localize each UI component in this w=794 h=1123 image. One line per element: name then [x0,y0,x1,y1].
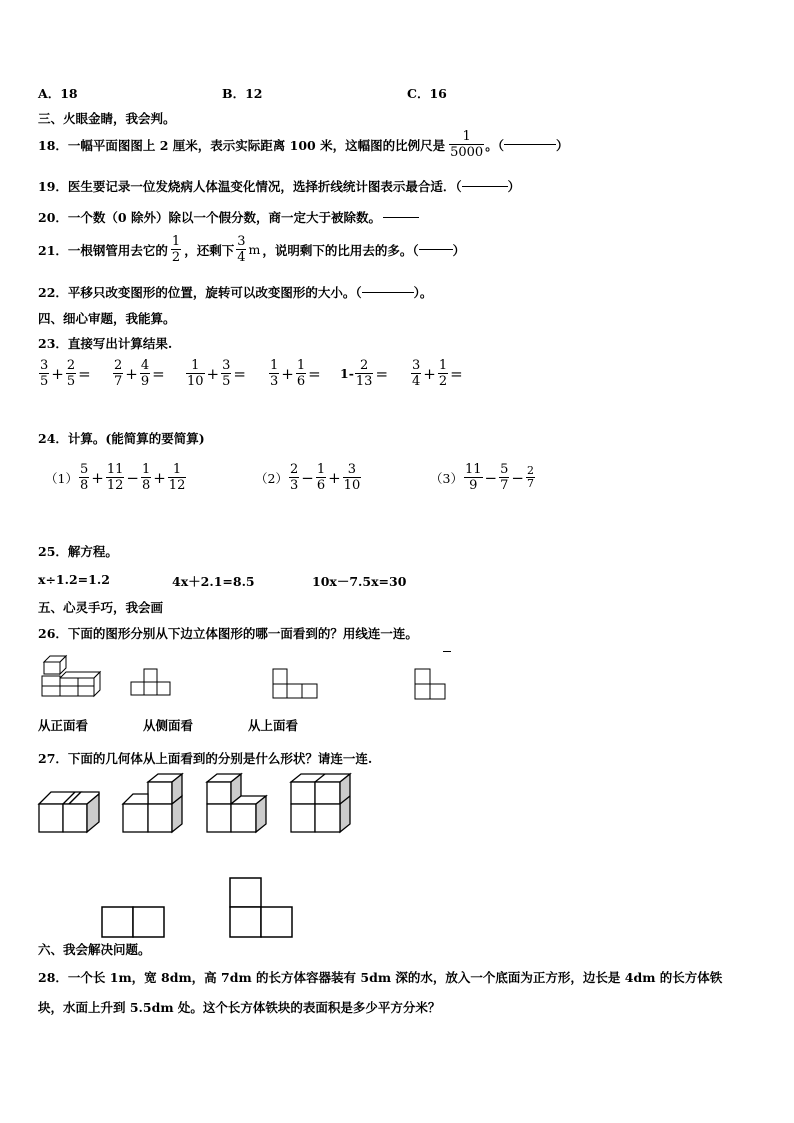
q27-solid-3 [206,772,270,834]
q26-view-shape-1 [130,668,172,698]
q24-2-label: （2） [255,470,288,486]
q22-close: ）。 [413,285,433,300]
q23-item-6 [410,358,464,389]
q24-1-f1-den: 8 [79,478,89,493]
choice-b: B．12 [222,86,263,101]
q24-1-label: （1） [45,470,78,486]
q23-1-b-den: 5 [66,374,76,389]
q25-equation-2: 4x＋2.1=8.5 [172,574,255,589]
choice-c: C．16 [407,86,447,101]
q18-den: 5000 [450,145,484,160]
section-4-title: 四、细心审题，我能算。 [38,311,176,326]
q24-1-f4-den: 12 [168,478,186,493]
q24-2-f2-num: 1 [316,462,326,477]
q21-fraction-2 [236,234,246,265]
q24-1-f3-num: 1 [141,462,151,477]
q24-1-op2: − [126,468,139,487]
q23-1-b-num: 2 [66,358,76,373]
q21-close: ） [452,242,466,258]
q25-equation-1: x÷1.2=1.2 [38,572,110,587]
q24-1-f3-den: 8 [141,478,151,493]
q23-item-4 [268,358,322,389]
q21-post: ，说明剩下的比用去的多。（ [262,242,419,258]
q24-3-f1-num: 11 [464,462,482,477]
q19-close: ） [507,179,521,194]
q21-pre: 21．一根钢管用去它的 [38,242,168,258]
q23-6-b-num: 1 [438,358,448,373]
q23-item-5 [340,358,389,389]
q24-2-f1-den: 3 [289,478,299,493]
q24-1-op1: + [91,468,104,487]
q24-1-f2-den: 12 [106,478,124,493]
q21-mid: ，还剩下 [184,242,235,258]
q20-answer-blank[interactable] [383,217,419,218]
q21-fraction-1 [171,234,181,265]
q23-1-a-den: 5 [40,374,49,389]
q19-text: 19．医生要记录一位发烧病人体温变化情况，选择折线统计图表示最合适．（ [38,179,462,194]
q24-3-f2-num: 5 [500,462,509,477]
q23-item-2 [112,358,166,389]
q24-3-f3-num: 2 [526,464,534,477]
q18-num: 1 [449,129,484,145]
q23-1-a-num: 3 [40,358,49,373]
q18-close: ） [555,137,569,153]
q24-2-op1: − [301,468,314,487]
q24-3-f2-den: 7 [500,478,509,493]
q18-fraction [449,129,484,160]
q23-2-a-num: 2 [114,358,123,373]
q23-1-eq: = [78,364,91,383]
q25-title: 25．解方程。 [38,544,118,559]
q22-answer-blank[interactable] [362,292,414,293]
q21-f1-num: 1 [171,234,181,249]
q27-top-view-shape-2 [229,877,295,939]
q23-4-op: + [281,364,294,383]
q24-2-f1-num: 2 [289,462,299,477]
q24-2-f3-den: 10 [343,478,361,493]
q25-equation-3: 10x－7.5x=30 [312,574,407,589]
q18-text: 18．一幅平面图图上 2 厘米，表示实际距离 100 米，这幅图的比例尺是 [38,137,446,153]
q21-f2-den: 4 [237,250,246,265]
q23-6-a-num: 3 [412,358,421,373]
q23-4-a-num: 1 [270,358,279,373]
q23-3-b-num: 3 [222,358,231,373]
q24-title: 24．计算。(能简算的要简算) [38,431,205,446]
q23-item-1 [38,358,92,389]
q27-solid-4 [290,772,354,834]
question-21 [38,234,465,265]
q23-5-whole: 1- [340,366,354,381]
q26-view-shape-3 [414,668,448,702]
q18-post: 。（ [485,137,504,153]
q26-label-side: 从侧面看 [143,718,194,733]
q23-6-op: + [423,364,436,383]
q23-item-3 [185,358,247,389]
question-20 [38,208,419,226]
q23-4-b-den: 6 [296,374,306,389]
q23-1-op: + [51,364,64,383]
q23-5-b-den: 13 [355,374,373,389]
q26-stray-mark [443,651,451,652]
q26-label-front: 从正面看 [38,718,89,733]
q26-label-top: 从上面看 [248,718,299,733]
q23-3-a-num: 1 [186,358,205,374]
q27-solid-2 [122,772,186,834]
section-5-title: 五、心灵手巧，我会画 [38,600,164,615]
q24-1-op3: + [153,468,166,487]
q23-4-a-den: 3 [270,374,279,389]
q23-6-a-den: 4 [412,374,421,389]
q23-2-eq: = [152,364,165,383]
q23-6-b-den: 2 [438,374,448,389]
q19-answer-blank[interactable] [462,186,508,187]
q24-3-f3-den: 7 [526,477,534,490]
q24-3-op1: − [484,468,498,487]
choice-a: A．18 [38,86,78,101]
q24-1-f4-num: 1 [168,462,187,478]
q24-1-f1-num: 5 [79,462,89,477]
q26-title: 26．下面的图形分别从下边立体图形的哪一面看到的？用线连一连。 [38,626,418,641]
question-19 [38,177,520,195]
section-3-title: 三、火眼金睛，我会判。 [38,111,176,126]
q23-5-eq: = [375,364,389,383]
q23-5-b-num: 2 [355,358,374,374]
q27-solid-1 [38,790,102,834]
q24-1-f2-num: 11 [106,462,124,477]
q24-3-label: （3） [430,470,463,486]
q24-2-f3-num: 3 [343,462,362,478]
q23-2-op: + [125,364,138,383]
q23-4-eq: = [308,364,321,383]
question-22 [38,283,432,301]
q23-2-b-den: 9 [140,374,150,389]
q23-4-b-num: 1 [296,358,306,373]
q18-answer-blank[interactable] [504,144,556,145]
q28-line-2: 块，水面上升到 5.5dm 处。这个长方体铁块的表面积是多少平方分米？ [38,1000,441,1015]
q20-text: 20．一个数（0 除外）除以一个假分数，商一定大于被除数。 [38,210,381,225]
q23-3-b-den: 5 [222,374,231,389]
q24-part-3 [430,462,536,493]
q23-2-b-num: 4 [140,358,150,373]
question-18 [38,129,568,160]
q23-3-a-den: 10 [187,374,204,389]
q23-2-a-den: 7 [114,374,123,389]
q24-3-op2: − [511,468,524,487]
q24-3-f1-den: 9 [469,478,478,493]
q24-2-op2: + [328,468,341,487]
q26-view-shape-2 [272,668,320,700]
q24-part-1 [45,462,187,493]
q21-f2-num: 3 [237,234,246,249]
q21-unit: m [248,242,261,257]
q23-3-eq: = [233,364,246,383]
q23-3-op: + [206,364,220,383]
q21-f1-den: 2 [171,250,181,265]
q24-2-f2-den: 6 [316,478,326,493]
q22-text: 22．平移只改变图形的位置，旋转可以改变图形的大小。（ [38,285,362,300]
section-6-title: 六、我会解决问题。 [38,942,151,957]
q23-title: 23．直接写出计算结果. [38,336,173,351]
q24-part-2 [255,462,362,493]
q27-top-view-shape-1 [101,906,165,939]
q21-answer-blank[interactable] [419,249,453,250]
q26-solid-figure [38,660,104,702]
q27-title: 27．下面的几何体从上面看到的分别是什么形状？请连一连. [38,751,373,766]
q23-6-eq: = [450,364,463,383]
q28-line-1: 28．一个长 1m，宽 8dm，高 7dm 的长方体容器装有 5dm 深的水，放入一个底面为正方形，边长是 4dm 的长方体铁 [38,970,723,985]
